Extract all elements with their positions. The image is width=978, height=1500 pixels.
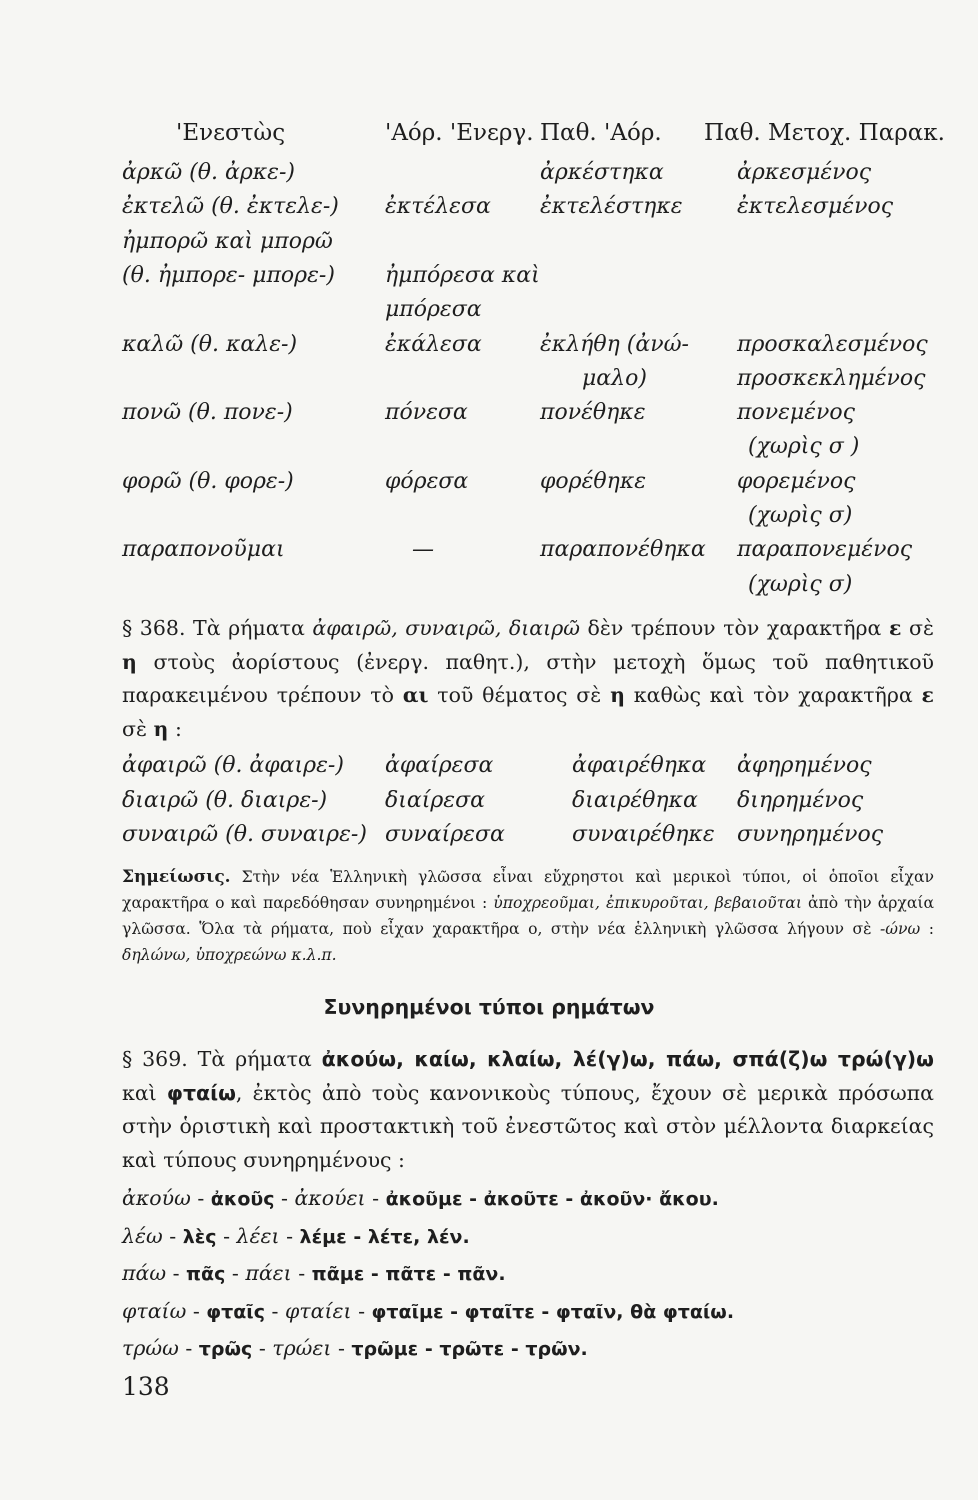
table-cell: παραπονεμένος: [737, 537, 913, 563]
form: -: [186, 1298, 207, 1323]
letter: η: [153, 716, 169, 741]
form: τρώω: [122, 1336, 179, 1360]
table-cell: μπόρεσα: [385, 297, 482, 323]
letter: η: [610, 683, 625, 707]
verb-list: ἀφαιρῶ, συναιρῶ, διαιρῶ: [312, 616, 580, 640]
table-cell: φόρεσα: [385, 468, 469, 494]
table-cell: ἀφαίρεσα: [385, 753, 494, 778]
conjugation-line: [122, 1330, 734, 1368]
table-cell: ἠμπόρεσα καὶ: [385, 262, 540, 288]
table-cell: διηρημένος: [737, 787, 864, 813]
form: -: [216, 1223, 237, 1248]
letter: αι: [402, 683, 429, 707]
table-cell: προσκαλεσμένος: [737, 331, 928, 357]
table-cell: συνηρημένος: [737, 822, 884, 847]
table-cell: ἐκτελῶ (θ. ἐκτελε-): [122, 194, 339, 220]
text: :: [168, 716, 182, 741]
form: φταῖμε - φταῖτε - φταῖν, θὰ φταίω.: [371, 1300, 735, 1323]
example-forms: ὑποχρεοῦμαι, ἐπικυροῦται, βεβαιοῦται: [493, 894, 802, 912]
form: ἀκοῦς: [210, 1188, 275, 1210]
form: -: [162, 1223, 183, 1248]
table-cell: (χωρὶς σ): [748, 503, 853, 528]
note-label: Σημείωσις.: [122, 867, 231, 887]
letter: η: [122, 649, 137, 674]
table-cell: ἀφαιρῶ (θ. ἀφαιρε-): [122, 753, 344, 778]
section-number: § 368.: [122, 616, 186, 640]
table-cell: (θ. ἠμπορε- μπορε-): [122, 262, 335, 288]
text: σὲ: [122, 716, 154, 741]
form: ἀκούω: [122, 1186, 191, 1210]
text: ἀπὸ τὴν ἀρχαία γλῶσσα. Ὅλα τὰ ρήματα, ποὺ εἶχαν χαρακτῆρα ο, στὴν νέα ἑλληνικὴ γλῶσσα λήγουν σὲ: [122, 894, 935, 938]
examples: δηλώνω, ὑποχρεώνω κ.λ.π.: [122, 946, 337, 964]
table-cell: ἀρκέστηκα: [540, 160, 664, 185]
form: φταίει: [284, 1298, 352, 1323]
table-cell: (χωρὶς σ ): [748, 434, 860, 460]
form: λὲς: [182, 1225, 217, 1248]
section-heading: Συνηρημένοι τύποι ρημάτων: [323, 995, 655, 1019]
text: δὲν τρέπουν τὸν χαρακτῆρα: [579, 616, 889, 640]
paragraph-369: [122, 1043, 934, 1177]
header-aorist-active: 'Αόρ. 'Ενεργ.: [385, 120, 534, 146]
table-cell: φορέθηκε: [540, 468, 647, 494]
table-cell: —: [412, 537, 434, 563]
table-cell: προσκεκλημένος: [737, 365, 926, 391]
table-cell: διαίρεσα: [385, 787, 485, 813]
form: -: [225, 1261, 246, 1285]
form: -: [365, 1186, 386, 1210]
form: πάω: [122, 1261, 167, 1285]
text: Τὰ ρήματα: [187, 1047, 322, 1071]
table-cell: ἐκτελεσμένος: [737, 194, 894, 220]
text: στοὺς ἀορίστους (ἐνεργ. παθητ.), στὴν μετοχὴ ὅμως τοῦ παθητικοῦ παρακειμένου τρέπουν τὸ: [122, 649, 934, 707]
conjugation-list: [122, 1180, 734, 1368]
text: τοῦ θέματος σὲ: [428, 683, 611, 707]
table-cell: ἐκάλεσα: [385, 331, 482, 357]
form: πᾶς: [186, 1263, 226, 1285]
table-cell: ἀφαιρέθηκα: [572, 753, 707, 778]
form: -: [178, 1336, 199, 1360]
table-cell: (χωρὶς σ): [748, 571, 853, 597]
form: φταίω: [122, 1298, 187, 1323]
form: -: [166, 1261, 187, 1285]
form: -: [190, 1186, 211, 1210]
verb: φταίω: [166, 1080, 236, 1105]
table-cell: ἀφηρημένος: [737, 753, 872, 778]
table-cell: ἐκτελέστηκε: [540, 194, 683, 220]
conjugation-line: [122, 1180, 734, 1218]
table-cell: ἠμπορῶ καὶ μπορῶ: [122, 228, 333, 254]
table-cell: μαλο): [582, 365, 647, 391]
header-present: 'Ενεστὼς: [176, 120, 286, 146]
conjugation-line: [122, 1293, 734, 1331]
table-cell: συναιρέθηκε: [572, 822, 715, 847]
form: λέμε - λέτε, λέν.: [299, 1225, 470, 1248]
text: :: [920, 920, 934, 938]
form: -: [279, 1223, 300, 1248]
table-cell: φορεμένος: [737, 468, 856, 494]
form: -: [264, 1298, 285, 1323]
text: καὶ: [122, 1080, 167, 1105]
table-cell: συναίρεσα: [385, 822, 505, 847]
form: -: [291, 1261, 312, 1285]
table-cell: ἀρκεσμένος: [737, 160, 872, 185]
table-cell: διαιρῶ (θ. διαιρε-): [122, 787, 328, 813]
form: πᾶμε - πᾶτε - πᾶν.: [311, 1263, 506, 1285]
table-cell: συναιρῶ (θ. συναιρε-): [122, 822, 367, 847]
page-number: 138: [122, 1372, 170, 1401]
form: ἀκοῦμε - ἀκοῦτε - ἀκοῦν· ἄκου.: [385, 1188, 719, 1210]
form: -: [252, 1336, 273, 1360]
form: πάει: [245, 1261, 292, 1285]
table-cell: πονέθηκε: [540, 400, 646, 426]
form: τρῶμε - τρῶτε - τρῶν.: [351, 1338, 588, 1360]
text: σὲ: [901, 616, 934, 640]
note: [122, 864, 934, 968]
table-cell: πονῶ (θ. πονε-): [122, 400, 293, 426]
suffix: -ώνω: [880, 920, 921, 938]
table-cell: ἀρκῶ (θ. ἀρκε-): [122, 160, 296, 185]
table-cell: παραπονοῦμαι: [122, 537, 285, 563]
form: λέει: [236, 1223, 280, 1248]
form: φταῖς: [206, 1300, 265, 1323]
table-cell: καλῶ (θ. καλε-): [122, 331, 298, 357]
form: τρώει: [272, 1336, 332, 1360]
form: τρῶς: [198, 1338, 253, 1360]
table-cell: ἐκτέλεσα: [385, 194, 491, 220]
section-number: § 369.: [122, 1047, 188, 1071]
text: Στὴν νέα Ἑλληνικὴ γλῶσσα εἶναι εὔχρηστοι καὶ μερικοὶ τύποι, οἱ ὁποῖοι εἶχαν χαρακτῆρα ο καὶ παρεδόθησαν συνηρημένοι :: [122, 868, 934, 912]
conjugation-line: [122, 1255, 734, 1293]
text: Τὰ ρήματα: [185, 616, 313, 640]
form: λέω: [122, 1223, 163, 1248]
table-cell: παραπονέθηκα: [540, 537, 706, 563]
conjugation-line: [122, 1218, 734, 1256]
table-cell: ἐκλήθη (ἀνώ-: [540, 331, 689, 357]
paragraph-368: [122, 612, 934, 746]
verb-list: ἀκούω, καίω, κλαίω, λέ(γ)ω, πάω, σπά(ζ)ω τρώ(γ)ω: [321, 1047, 934, 1071]
letter: ε: [921, 683, 934, 707]
header-participle: Παθ. Μετοχ. Παρακ.: [704, 120, 945, 146]
letter: ε: [888, 616, 902, 640]
form: -: [351, 1298, 372, 1323]
text: καθὼς καὶ τὸν χαρακτῆρα: [624, 683, 922, 707]
table-cell: διαιρέθηκα: [572, 787, 698, 813]
form: ἀκούει: [294, 1186, 366, 1210]
header-aorist-passive: Παθ. 'Αόρ.: [540, 120, 662, 146]
form: -: [331, 1336, 352, 1360]
table-cell: φορῶ (θ. φορε-): [122, 468, 294, 494]
table-cell: πόνεσα: [385, 400, 468, 426]
form: -: [274, 1186, 295, 1210]
text: , ἐκτὸς ἀπὸ τοὺς κανονικοὺς τύπους, ἔχουν σὲ μερικὰ πρόσωπα στὴν ὁριστικὴ καὶ προστακτικὴ τοῦ ἐνεστῶτος καὶ στὸν μέλλοντα διαρκείας καὶ τύπους συνηρημένους :: [122, 1080, 934, 1172]
table-cell: πονεμένος: [737, 400, 855, 426]
